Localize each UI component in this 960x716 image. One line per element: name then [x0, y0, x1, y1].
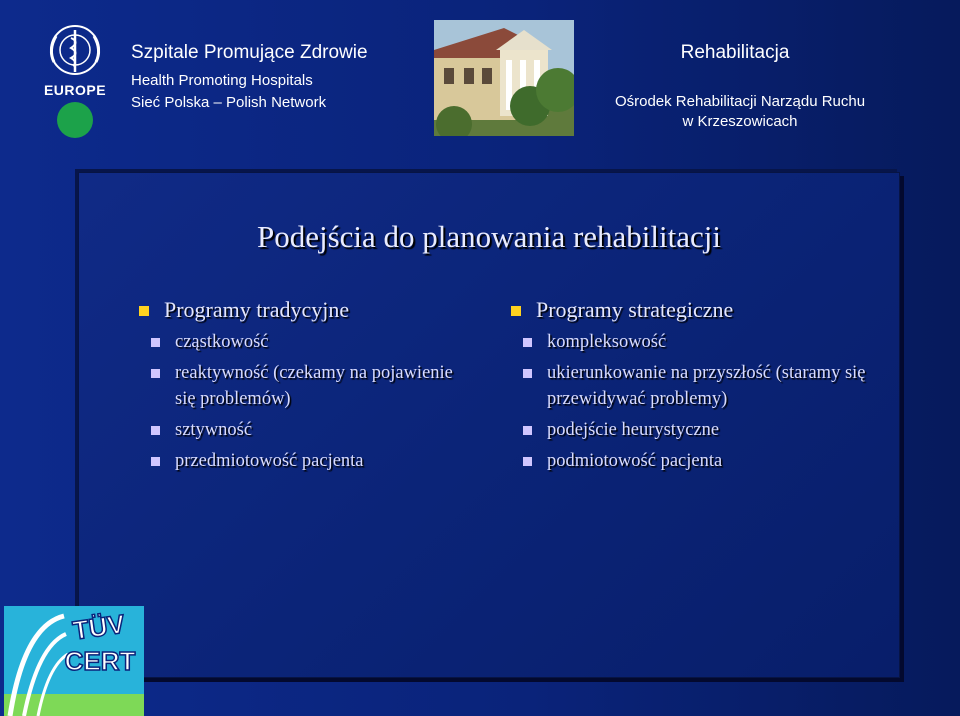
sub-bullet-icon: [523, 369, 532, 378]
green-dot-icon: [57, 102, 93, 138]
list-item-text: ukierunkowanie na przyszłość (staramy się przewidywać problemy): [547, 363, 866, 409]
list-item-text: sztywność: [175, 420, 253, 440]
left-heading: [137, 297, 477, 323]
sub-bullet-icon: [523, 457, 532, 466]
who-europe-label: EUROPE: [43, 82, 107, 98]
right-list: [509, 329, 889, 474]
center-name-line1: Ośrodek Rehabilitacji Narządu Ruchu: [614, 93, 866, 110]
rehab-title: Rehabilitacja: [680, 42, 790, 63]
sub-bullet-icon: [523, 338, 532, 347]
sub-bullet-icon: [151, 426, 160, 435]
sub-bullet-icon: [523, 426, 532, 435]
sub-bullet-icon: [151, 457, 160, 466]
hph-title: Szpitale Promujące Zdrowie: [131, 42, 368, 63]
building-photo: [434, 20, 574, 136]
list-item-text: podmiotowość pacjenta: [547, 451, 723, 471]
tuv-text: TÜV: [70, 608, 127, 646]
list-item: [509, 360, 889, 412]
center-name-line2: w Krzeszowicach: [682, 113, 798, 130]
left-column: [137, 297, 477, 479]
right-heading: [509, 297, 889, 323]
list-item: [509, 417, 889, 443]
sub-bullet-icon: [151, 369, 160, 378]
bullet-square-icon: [511, 306, 521, 316]
header: [0, 0, 960, 160]
hph-network: Sieć Polska – Polish Network: [131, 94, 327, 111]
slide-title: Podejścia do planowania rehabilitacji: [257, 219, 721, 254]
left-list: [137, 329, 477, 474]
list-item: [509, 448, 889, 474]
cert-text: CERT: [64, 646, 136, 676]
left-heading-text: Programy tradycyjne: [164, 297, 350, 322]
list-item: [137, 417, 477, 443]
list-item: [137, 360, 477, 412]
list-item-text: kompleksowość: [547, 332, 667, 352]
list-item: [137, 448, 477, 474]
slide-panel: [78, 172, 900, 678]
right-heading-text: Programy strategiczne: [536, 297, 734, 322]
tuv-cert-logo: [4, 606, 144, 716]
list-item: [137, 329, 477, 355]
bullet-square-icon: [139, 306, 149, 316]
hph-subtitle: Health Promoting Hospitals: [131, 72, 313, 89]
right-column: [509, 297, 889, 479]
list-item-text: przedmiotowość pacjenta: [175, 451, 364, 471]
list-item-text: podejście heurystyczne: [547, 420, 720, 440]
sub-bullet-icon: [151, 338, 160, 347]
list-item: [509, 329, 889, 355]
list-item-text: reaktywność (czekamy na pojawienie się problemów): [175, 363, 453, 409]
list-item-text: cząstkowość: [175, 332, 269, 352]
